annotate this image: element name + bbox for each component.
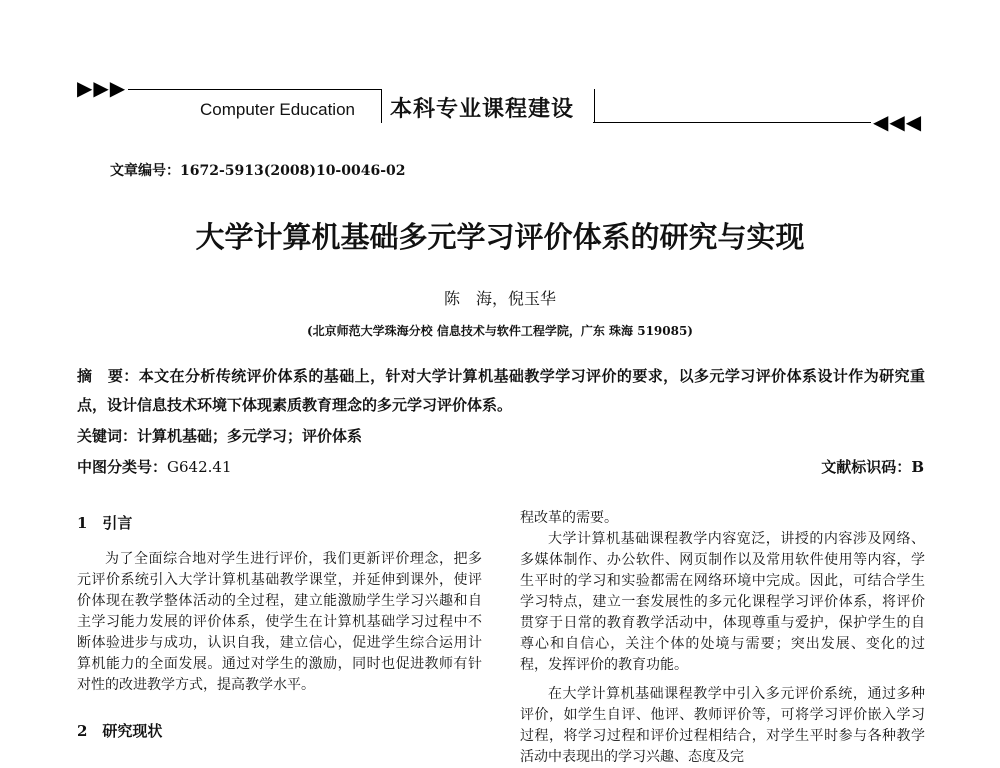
clc-value: G642.41 xyxy=(167,458,232,476)
section2-heading: 2 研究现状 xyxy=(77,722,163,740)
doc-code-label: 文献标识码： xyxy=(821,458,912,476)
doc-code xyxy=(821,456,924,477)
clc-label: 中图分类号： xyxy=(77,458,168,476)
abstract xyxy=(77,362,925,420)
page-title: 大学计算机基础多元学习评价体系的研究与实现 xyxy=(195,222,805,254)
doc-code-value: B xyxy=(911,458,924,476)
header-left-arrows: ▶▶▶ xyxy=(77,76,127,100)
right-paragraph-0: 程改革的需要。 xyxy=(520,510,618,526)
right-column xyxy=(520,508,925,768)
abstract-label: 摘 要： xyxy=(77,367,139,385)
right-paragraph-1: 大学计算机基础课程教学内容宽泛，讲授的内容涉及网络、多媒体制作、办公软件、网页制作以及常用软件使用等内容，学生平时的学习和实验都需在网络环境中完成。因此，可结合学生学习特点，建立一套发展性的多元化课程学习评价体系，将评价贯穿于日常的教育教学活动中，体现尊重与爱护，保护学生的自尊心和自信心，关注个体的处境与需要；突出发展、变化的过程，发挥评价的教育功能。 xyxy=(520,531,925,673)
keywords-label: 关键词： xyxy=(77,427,138,445)
header-rule-bottom xyxy=(593,122,871,123)
section1-heading: 1 引言 xyxy=(77,514,133,532)
journal-english-name: Computer Education xyxy=(200,100,355,119)
keywords xyxy=(77,425,362,446)
clc-number xyxy=(77,456,231,477)
abstract-text: 本文在分析传统评价体系的基础上，针对大学计算机基础教学学习评价的要求，以多元学习评价体系设计作为研究重点，设计信息技术环境下体现素质教育理念的多元学习评价体系。 xyxy=(77,367,925,414)
article-id: 文章编号：1672-5913(2008)10-0046-02 xyxy=(110,163,406,179)
keywords-text: 计算机基础；多元学习；评价体系 xyxy=(137,427,363,445)
authors: 陈 海，倪玉华 xyxy=(443,289,556,308)
left-column xyxy=(77,512,482,741)
header-right-arrows: ◀◀◀ xyxy=(873,110,923,134)
affiliation: (北京师范大学珠海分校 信息技术与软件工程学院，广东 珠海 519085) xyxy=(307,324,693,338)
header-rule-top xyxy=(128,89,382,90)
right-paragraph-2: 在大学计算机基础课程教学中引入多元评价系统，通过多种评价，如学生自评、他评、教师评价等，可将学习评价嵌入学习过程，将学习过程和评价过程相结合，对学生平时参与各种教学活动中表现出的学习兴趣、态度及完 xyxy=(520,686,925,765)
section-label: 本科专业课程建设 xyxy=(390,96,575,121)
section1-paragraph: 为了全面综合地对学生进行评价，我们更新评价理念，把多元评价系统引入大学计算机基础教学课堂，并延伸到课外，使评价体现在教学整体活动的全过程，建立能激励学生学习兴趣和自主学习能力发展的评价体系，使学生在计算机基础学习过程中不断体验进步与成功，认识自我，建立信心，促进学生综合运用计算机能力的全面发展。通过对学生的激励，同时也促进教师有针对性的改进教学方式，提高教学水平。 xyxy=(77,551,482,693)
